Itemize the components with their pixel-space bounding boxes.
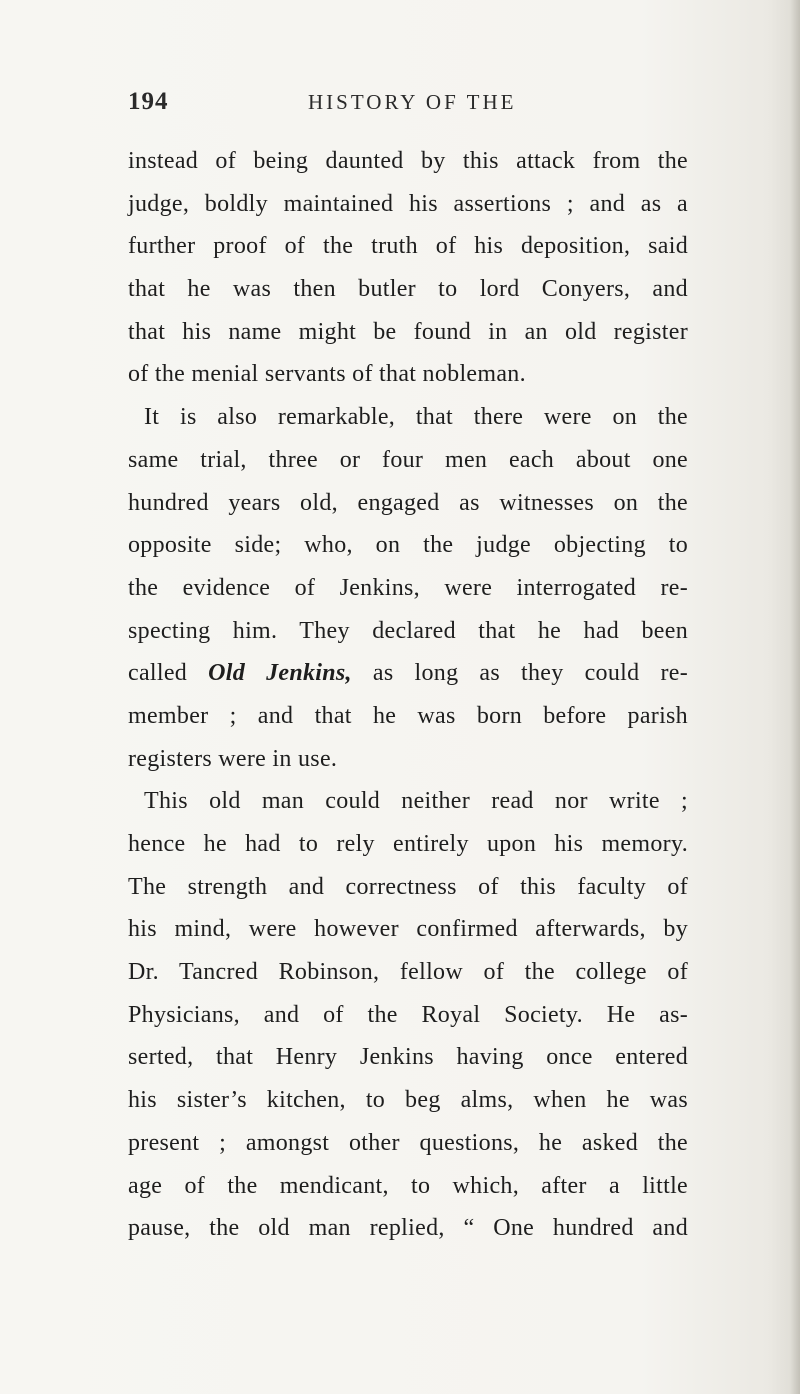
text-segment: as long as they could re- bbox=[351, 660, 688, 687]
text-line: same trial, three or four men each about one bbox=[128, 446, 688, 473]
text-line: further proof of the truth of his deposition, said bbox=[128, 233, 688, 260]
text-line: serted, that Henry Jenkins having once entered bbox=[128, 1044, 688, 1071]
text-line: the evidence of Jenkins, were interrogated re- bbox=[128, 574, 688, 601]
text-line: The strength and correctness of this faculty of bbox=[128, 873, 688, 900]
text-line-with-italic bbox=[128, 652, 688, 695]
text-line: of the menial servants of that nobleman. bbox=[128, 361, 526, 388]
running-head bbox=[128, 88, 688, 118]
text-line: specting him. They declared that he had been bbox=[128, 617, 688, 644]
text-line: member ; and that he was born before parish bbox=[128, 702, 688, 729]
italic-name: Old Jenkins, bbox=[208, 660, 352, 687]
body-text bbox=[128, 140, 688, 1250]
page-number: 194 bbox=[128, 88, 169, 115]
text-line: Dr. Tancred Robinson, fellow of the college of bbox=[128, 959, 688, 986]
text-line: hence he had to rely entirely upon his memory. bbox=[128, 831, 688, 857]
text-line: that he was then butler to lord Conyers, and bbox=[128, 276, 688, 303]
text-line: pause, the old man replied, “ One hundred and bbox=[128, 1215, 688, 1242]
text-line: age of the mendicant, to which, after a little bbox=[128, 1172, 688, 1199]
text-line: registers were in use. bbox=[128, 745, 338, 772]
text-line: opposite side; who, on the judge objecting to bbox=[128, 532, 688, 559]
running-title: HISTORY OF THE bbox=[308, 90, 517, 114]
page-edge-shadow bbox=[790, 0, 800, 1394]
text-line: judge, boldly maintained his assertions ; and as a bbox=[128, 190, 688, 217]
text-segment: called bbox=[128, 660, 209, 687]
paragraph-start-line: This old man could neither read nor write ; bbox=[144, 788, 688, 815]
text-line: present ; amongst other questions, he asked the bbox=[128, 1129, 688, 1156]
text-line: his mind, were however confirmed afterwards, by bbox=[128, 916, 688, 943]
text-line: Physicians, and of the Royal Society. He as- bbox=[128, 1001, 688, 1028]
text-line: instead of being daunted by this attack from the bbox=[128, 148, 688, 174]
paragraph-start-line: It is also remarkable, that there were on the bbox=[144, 404, 688, 431]
text-line: that his name might be found in an old register bbox=[128, 318, 688, 345]
text-line: his sister’s kitchen, to beg alms, when he was bbox=[128, 1087, 688, 1114]
text-line: hundred years old, engaged as witnesses on the bbox=[128, 489, 688, 516]
